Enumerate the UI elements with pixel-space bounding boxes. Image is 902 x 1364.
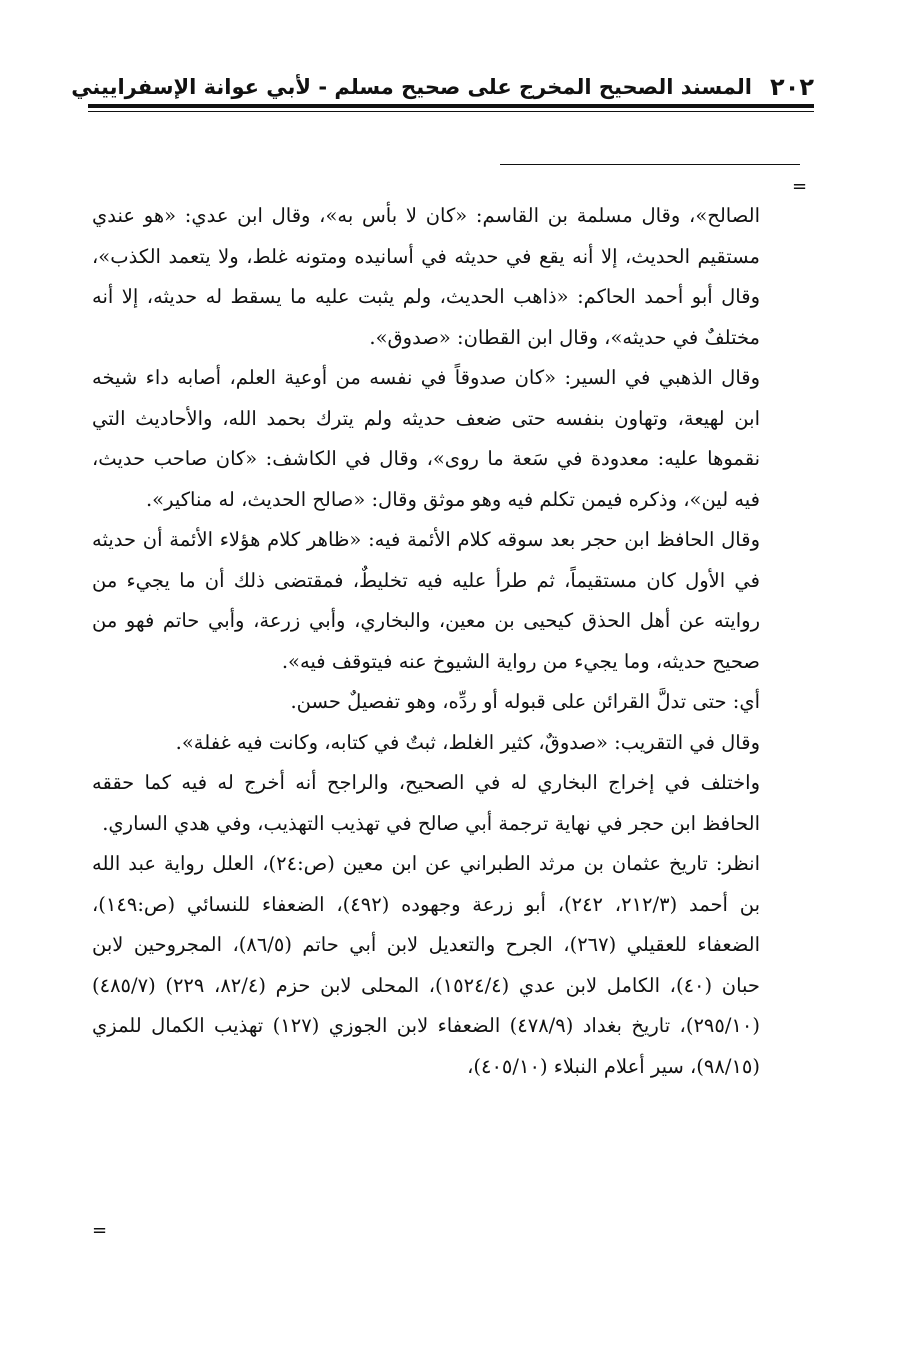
paragraph-5: وقال في التقريب: «صدوقٌ، كثير الغلط، ثبتٌ في كتابه، وكانت فيه غفلة». bbox=[175, 730, 760, 754]
running-title: المسند الصحيح المخرج على صحيح مسلم - لأبي عوانة الإسفراييني bbox=[71, 75, 752, 99]
continuation-mark-top: = bbox=[792, 176, 808, 197]
header-rule-thin bbox=[88, 111, 814, 112]
paragraph-3: وقال الحافظ ابن حجر بعد سوقه كلام الأئمة فيه: «ظاهر كلام هؤلاء الأئمة أن حديثه في الأول كان مستقيماً، ثم طرأ عليه فيه تخليطٌ، فمقتضى ذلك أن ما يجيء من روايته عن أهل الحذق كيحيى بن معين، والبخاري، وأبي زرعة، وأبي حاتم فهو من صحيح حديثه، وما يجيء من رواية الشيوخ عنه فيتوقف فيه». bbox=[92, 528, 760, 673]
paragraph-4: أي: حتى تدلَّ القرائن على قبوله أو ردِّه، وهو تفصيلٌ حسن. bbox=[290, 690, 760, 713]
running-header bbox=[71, 70, 814, 104]
footnote-separator bbox=[500, 164, 800, 165]
paragraph-references: انظر: تاريخ عثمان بن مرثد الطبراني عن ابن معين (ص:٢٤)، العلل رواية عبد الله بن أحمد (٢١٢/٣، ٢٤٢)، أبو زرعة وجهوده (٤٩٢)، الضعفاء للنسائي (ص:١٤٩)، الضعفاء للعقيلي (٢٦٧)، الجرح والتعديل لابن أبي حاتم (٨٦/٥)، المجروحين لابن حبان (٤٠)، الكامل لابن عدي (١٥٢٤/٤)، المحلى لابن حزم (٨٢/٤، ٢٢٩) (٤٨٥/٧) (٢٩٥/١٠)، تاريخ بغداد (٤٧٨/٩) الضعفاء لابن الجوزي (١٢٧) تهذيب الكمال للمزي (٩٨/١٥)، سير أعلام النبلاء (٤٠٥/١٠)، bbox=[92, 852, 761, 1078]
page-number: ٢٠٢ bbox=[770, 73, 814, 101]
paragraph-1: الصالح»، وقال مسلمة بن القاسم: «كان لا بأس به»، وقال ابن عدي: «هو عندي مستقيم الحديث، إلا أنه يقع في حديثه في أسانيده ومتونه غلط، ولا يتعمد الكذب»، وقال أبو أحمد الحاكم: «ذاهب الحديث، ولم يثبت عليه ما يسقط له حديثه، إلا أنه مختلفٌ في حديثه»، وقال ابن القطان: «صدوق». bbox=[92, 204, 760, 349]
paragraph-2: وقال الذهبي في السير: «كان صدوقاً في نفسه من أوعية العلم، أصابه داء شيخه ابن لهيعة، وتهاون بنفسه حتى ضعف حديثه ولم يترك بحمد الله، والأحاديث التي نقموها عليه: معدودة في سَعة ما روى»، وقال في الكاشف: «كان صاحب حديث، فيه لين»، وذكره فيمن تكلم فيه وهو موثق وقال: «صالح الحديث، له مناكير». bbox=[92, 366, 760, 511]
continuation-mark-bottom: = bbox=[92, 1220, 108, 1241]
paragraph-6: واختلف في إخراج البخاري له في الصحيح، والراجح أنه أخرج له فيه كما حققه الحافظ ابن حجر في نهاية ترجمة أبي صالح في تهذيب التهذيب، وفي هدي الساري. bbox=[92, 771, 760, 835]
footnote-body bbox=[92, 196, 760, 1087]
header-rule bbox=[88, 104, 814, 108]
